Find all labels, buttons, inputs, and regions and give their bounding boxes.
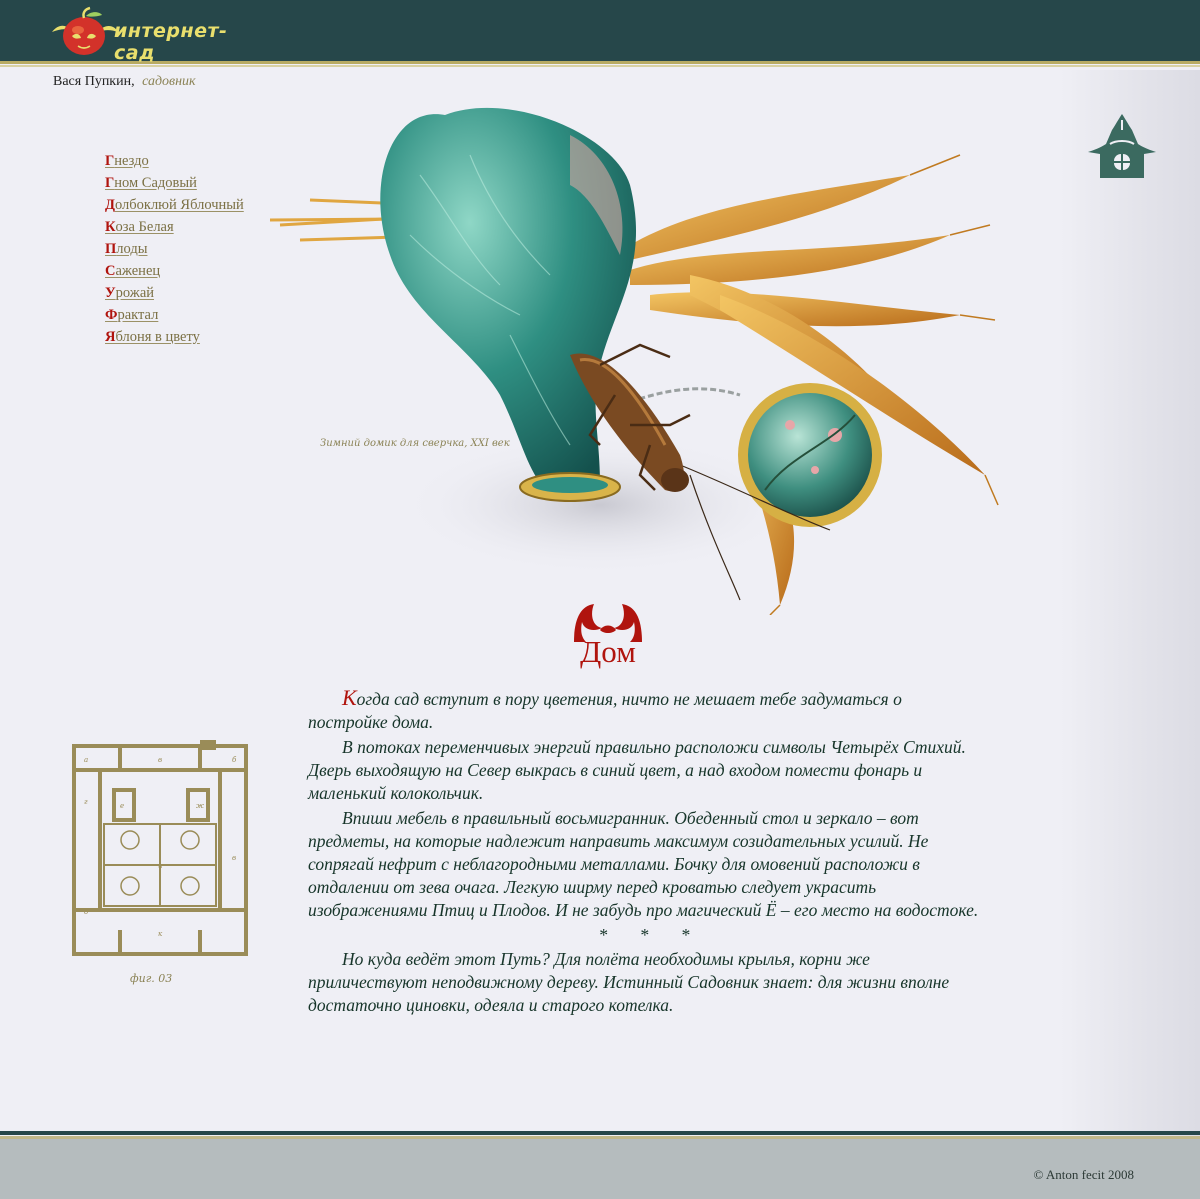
nav-item: [105, 172, 244, 194]
user-role: садовник: [142, 74, 196, 89]
nav-item: [105, 150, 244, 172]
dropcap: К: [342, 685, 357, 710]
paragraph: Впиши мебель в правильный восьмигранник. Обеденный стол и зеркало – вот предметы, на которые надлежит направить максимум созидательных усилий. Не сопрягай нефрит с неблагородными металлами. Бочку для омовений расположи в отдалении от зева очага. Легкую ширму перед кроватью следует украсить изображениями Птиц и Плодов. И не забудь про магический Ё – его место на водостоке.: [308, 808, 979, 920]
nav-item: [105, 304, 244, 326]
plan-label: б: [232, 756, 237, 764]
paragraph: В потоках переменчивых энергий правильно расположи символы Четырёх Стихий. Дверь выходящую на Север выкрась в синий цвет, а над входом помести фонарь и маленький колокольчик.: [308, 737, 966, 803]
copyright: © Anton fecit 2008: [1033, 1167, 1134, 1182]
main-navigation: [105, 150, 244, 348]
nav-link-plody[interactable]: Плоды: [105, 241, 148, 257]
user-name: Вася Пупкин,: [53, 74, 135, 89]
illustration-caption: Зимний домик для сверчка, XXI век: [320, 438, 510, 449]
footer: [0, 1136, 1200, 1199]
plan-label: ж: [196, 802, 204, 810]
plan-label: е: [120, 802, 125, 810]
section-divider: * * *: [598, 925, 704, 945]
user-line: [53, 74, 196, 90]
nav-link-urozhay[interactable]: Урожай: [105, 285, 155, 301]
plan-label: а: [84, 756, 89, 764]
page-title: Дом: [580, 634, 636, 669]
plan-label: в: [158, 756, 163, 764]
nav-item: [105, 194, 244, 216]
nav-item: [105, 260, 244, 282]
right-shading: [1060, 70, 1200, 1136]
plan-label: в: [232, 854, 237, 862]
nav-link-gnom[interactable]: Гном Садовый: [105, 175, 197, 191]
floor-plan-figure: [70, 740, 250, 958]
plan-label: г: [84, 798, 88, 806]
site-logo[interactable]: [48, 6, 248, 64]
logo-text: интернет-сад: [114, 20, 228, 64]
nav-item: [105, 282, 244, 304]
figure-caption: фиг. 03: [130, 972, 173, 985]
paragraph: Когда сад вступит в пору цветения, ничто не мешает тебе задуматься о постройке дома.: [308, 685, 902, 732]
nav-item: [105, 238, 244, 260]
nav-link-yablonya[interactable]: Яблоня в цвету: [105, 329, 200, 345]
nav-link-gnezdo[interactable]: Гнездо: [105, 153, 149, 169]
nav-item: [105, 216, 244, 238]
article-body: [308, 686, 980, 1019]
plan-label: и: [158, 862, 163, 870]
plan-label: к: [158, 930, 163, 938]
nav-link-fraktal[interactable]: Фрактал: [105, 307, 159, 323]
nav-link-sazhenets[interactable]: Саженец: [105, 263, 161, 279]
paragraph: Но куда ведёт этот Путь? Для полёта необходимы крылья, корни же приличествуют неподвижному дереву. Истинный Садовник знает: для жизни вполне достаточно циновки, одеяла и старого котелка.: [308, 949, 950, 1015]
home-icon[interactable]: [1086, 110, 1158, 182]
nav-link-dolboklyuy[interactable]: Долбоклюй Яблочный: [105, 197, 244, 213]
plan-label: д: [84, 908, 89, 916]
nav-link-koza[interactable]: Коза Белая: [105, 219, 174, 235]
cricket-house-illustration: [270, 95, 1000, 615]
apple-logo-icon: [48, 6, 120, 58]
header: [0, 0, 1200, 64]
nav-item: [105, 326, 244, 348]
